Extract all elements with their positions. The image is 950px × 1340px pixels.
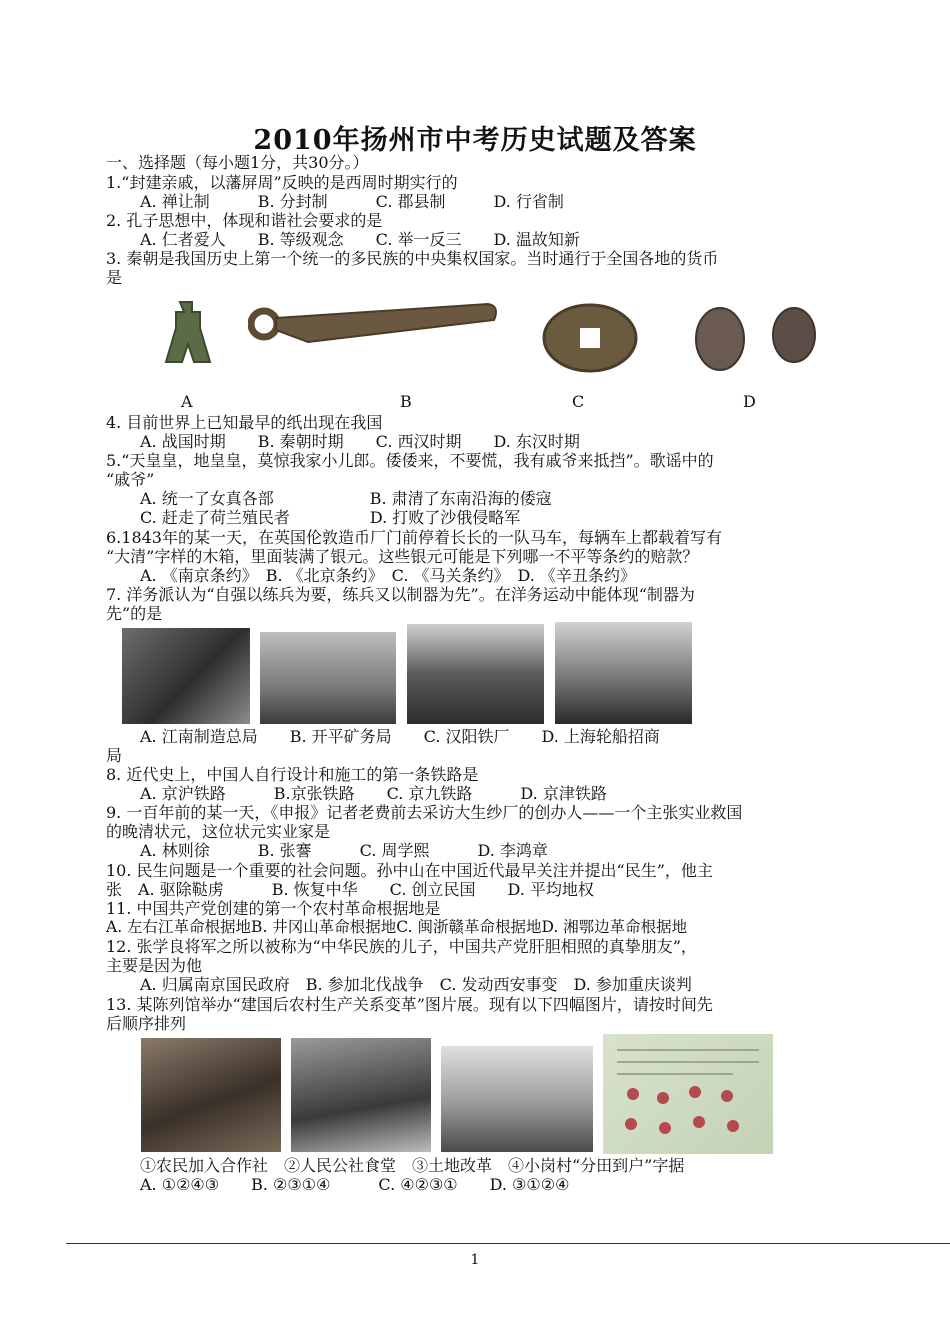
footer-divider xyxy=(66,1243,950,1244)
section-heading: 一、选择题（每小题1分，共30分。） xyxy=(106,153,369,172)
xiaogang-contract-photo xyxy=(603,1034,773,1154)
q7-stem-cont: 先”的是 xyxy=(106,604,163,623)
q5-options-2: C. 赶走了荷兰殖民者 D. 打败了沙俄侵略军 xyxy=(140,508,521,527)
q10-stem-cont: 张 A. 驱除鞑虏 B. 恢复中华 C. 创立民国 D. 平均地权 xyxy=(106,880,594,899)
q7-options: A. 江南制造总局 B. 开平矿务局 C. 汉阳铁厂 D. 上海轮船招商 xyxy=(140,727,660,746)
q1-options: A. 禅让制 B. 分封制 C. 郡县制 D. 行省制 xyxy=(140,192,564,211)
q13-captions: ①农民加入合作社 ②人民公社食堂 ③土地改革 ④小岗村“分田到户”字据 xyxy=(140,1156,685,1175)
q3-label-c: C xyxy=(572,392,585,411)
q4-stem: 4. 目前世界上已知最早的纸出现在我国 xyxy=(106,413,383,432)
q3-label-a: A xyxy=(181,392,193,411)
q8-options: A. 京沪铁路 B.京张铁路 C. 京九铁路 D. 京津铁路 xyxy=(140,784,607,803)
q6-stem-cont: “大清”字样的木箱，里面装满了银元。这些银元可能是下列哪一不平等条约的赔款？ xyxy=(106,547,699,566)
banliang-coin-image xyxy=(540,302,640,374)
q9-stem: 9. 一百年前的某一天，《申报》记者老费前去采访大生纱厂的创办人——一个主张实业救国 xyxy=(106,803,743,822)
q5-options-1: A. 统一了女真各部 B. 肃清了东南沿海的倭寇 xyxy=(140,489,552,508)
commune-canteen-photo xyxy=(291,1038,431,1152)
q1-stem: 1.“封建亲戚，以藩屏周”反映的是西周时期实行的 xyxy=(106,173,458,192)
q10-stem: 10. 民生问题是一个重要的社会问题。孙中山在中国近代最早关注并提出“民生”，他主 xyxy=(106,861,713,880)
q3-stem: 3. 秦朝是我国历史上第一个统一的多民族的中央集权国家。当时通行于全国各地的货币 xyxy=(106,249,719,268)
red-fingerprint-marks xyxy=(603,1034,773,1154)
ironworks-photo xyxy=(407,624,544,724)
arsenal-photo xyxy=(122,628,250,724)
q2-options: A. 仁者爱人 B. 等级观念 C. 举一反三 D. 温故知新 xyxy=(140,230,580,249)
q11-options: A. 左右江革命根据地B. 井冈山革命根据地C. 闽浙赣革命根据地D. 湘鄂边革命根据地 xyxy=(106,918,688,936)
spade-coin-image xyxy=(150,298,222,370)
cooperative-photo xyxy=(141,1038,281,1152)
mine-photo xyxy=(260,632,396,724)
land-reform-photo xyxy=(441,1046,593,1152)
q13-stem: 13. 某陈列馆举办“建国后农村生产关系变革”图片展。现有以下四幅图片，请按时间先 xyxy=(106,995,713,1014)
q13-options: A. ①②④③ B. ②③①④ C. ④②③① D. ③①②④ xyxy=(140,1175,570,1194)
q3-label-b: B xyxy=(400,392,412,411)
q7-options-cont: 局 xyxy=(106,746,123,765)
q6-stem: 6.1843年的某一天，在英国伦敦造币厂门前停着长长的一队马车，每辆车上都载着写有 xyxy=(106,528,722,547)
q3-stem-cont: 是 xyxy=(106,268,123,287)
q11-stem: 11. 中国共产党创建的第一个农村革命根据地是 xyxy=(106,899,441,918)
q13-stem-cont: 后顺序排列 xyxy=(106,1014,187,1033)
q2-stem: 2. 孔子思想中，体现和谐社会要求的是 xyxy=(106,211,383,230)
q12-options: A. 归属南京国民政府 B. 参加北伐战争 C. 发动西安事变 D. 参加重庆谈判 xyxy=(140,975,692,994)
knife-coin-image xyxy=(248,298,504,358)
q9-options: A. 林则徐 B. 张謇 C. 周学熙 D. 李鸿章 xyxy=(140,841,548,860)
page-number: 1 xyxy=(470,1252,480,1268)
q8-stem: 8. 近代史上，中国人自行设计和施工的第一条铁路是 xyxy=(106,765,479,784)
page-title: 2010年扬州市中考历史试题及答案 xyxy=(253,125,697,156)
antnose-coin-image xyxy=(690,305,820,373)
q3-label-d: D xyxy=(743,392,756,411)
q12-stem-cont: 主要是因为他 xyxy=(106,956,203,975)
q7-stem: 7. 洋务派认为“自强以练兵为要，练兵又以制器为先”。在洋务运动中能体现“制器为 xyxy=(106,585,695,604)
q5-stem-cont: “戚爷” xyxy=(106,470,155,489)
q5-stem: 5.“天皇皇，地皇皇，莫惊我家小儿郎。倭倭来，不要慌，我有戚爷来抵挡”。歌谣中的 xyxy=(106,451,714,470)
q4-options: A. 战国时期 B. 秦朝时期 C. 西汉时期 D. 东汉时期 xyxy=(140,432,580,451)
q9-stem-cont: 的晚清状元，这位状元实业家是 xyxy=(106,822,331,841)
q12-stem: 12. 张学良将军之所以被称为“中华民族的儿子，中国共产党肝胆相照的真挚朋友”， xyxy=(106,937,697,956)
steamship-photo xyxy=(555,622,692,724)
q6-options: A. 《南京条约》 B. 《北京条约》 C. 《马关条约》 D. 《辛丑条约》 xyxy=(140,566,636,585)
